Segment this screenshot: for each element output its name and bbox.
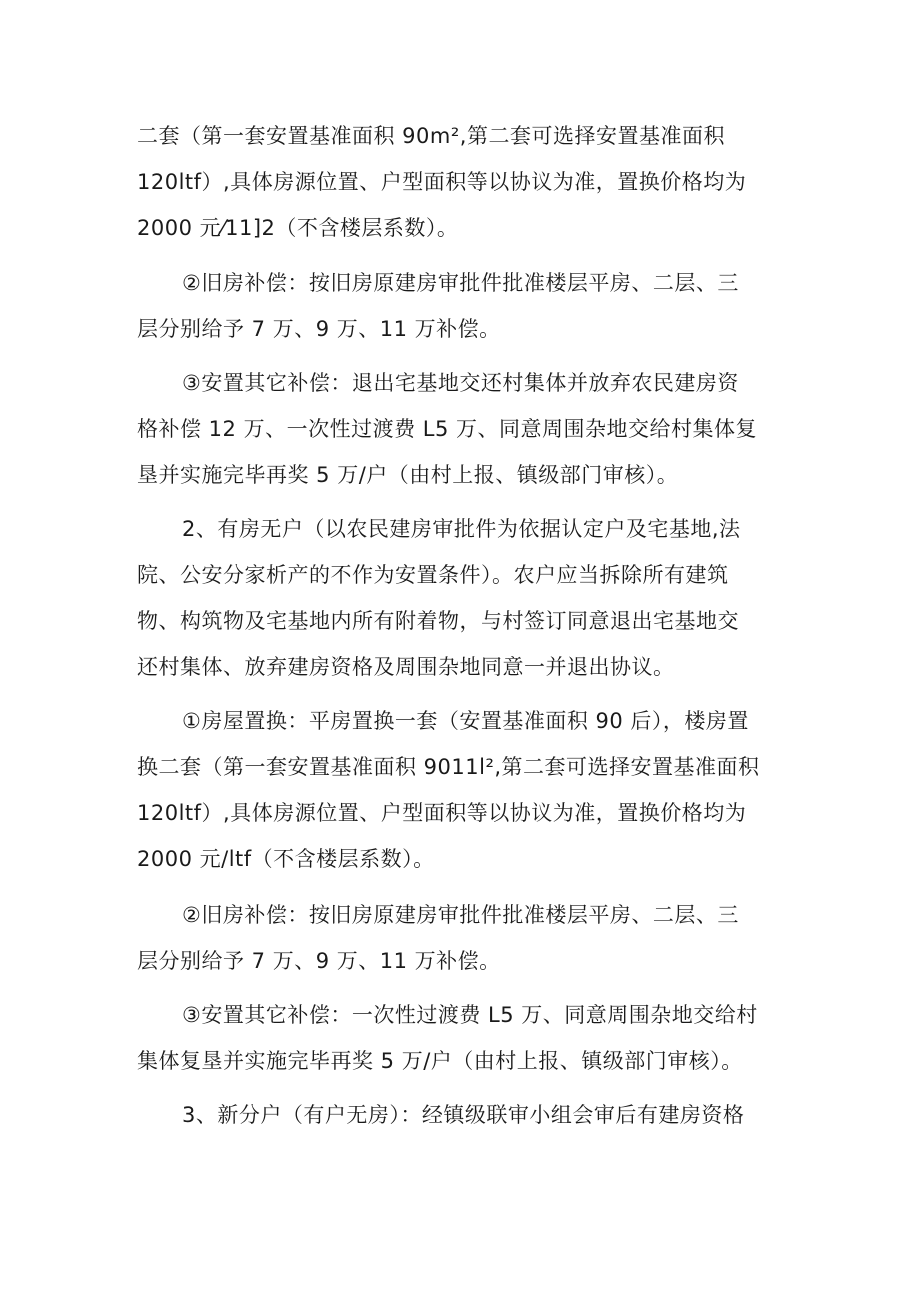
text-line-17: ②旧房补偿：按旧房原建房审批件批准楼层平房、二层、三 bbox=[182, 903, 739, 927]
text-line-13: ①房屋置换：平房置换一套（安置基准面积 90 后），楼房置 bbox=[182, 709, 749, 733]
text-line-14: 换二套（第一套安置基准面积 9011l²,第二套可选择安置基准面积 bbox=[137, 755, 760, 779]
text-line-20: 集体复垦并实施完毕再奖 5 万/户（由村上报、镇级部门审核）。 bbox=[137, 1049, 743, 1073]
text-line-15: 120ltf）,具体房源位置、户型面积等以协议为准，置换价格均为 bbox=[137, 801, 747, 825]
text-line-19: ③安置其它补偿：一次性过渡费 L5 万、同意周围杂地交给村 bbox=[182, 1003, 758, 1027]
text-line-8: 垦并实施完毕再奖 5 万/户（由村上报、镇级部门审核）。 bbox=[137, 463, 679, 487]
text-line-2: 120ltf）,具体房源位置、户型面积等以协议为准，置换价格均为 bbox=[137, 170, 747, 194]
text-line-7: 格补偿 12 万、一次性过渡费 L5 万、同意周围杂地交给村集体复 bbox=[137, 417, 757, 441]
text-line-6: ③安置其它补偿：退出宅基地交还村集体并放弃农民建房资 bbox=[182, 371, 739, 395]
text-line-5: 层分别给予 7 万、9 万、11 万补偿。 bbox=[137, 317, 501, 341]
text-line-21: 3、新分户（有户无房）：经镇级联审小组会审后有建房资格 bbox=[182, 1103, 745, 1127]
text-line-16: 2000 元/ltf（不含楼层系数）。 bbox=[137, 847, 435, 871]
text-line-18: 层分别给予 7 万、9 万、11 万补偿。 bbox=[137, 949, 501, 973]
text-line-1: 二套（第一套安置基准面积 90m²,第二套可选择安置基准面积 bbox=[137, 124, 725, 148]
text-line-3: 2000 元⁄11]2（不含楼层系数）。 bbox=[137, 216, 459, 240]
text-line-9: 2、有房无户（以农民建房审批件为依据认定户及宅基地,法 bbox=[182, 517, 741, 541]
text-line-4: ②旧房补偿：按旧房原建房审批件批准楼层平房、二层、三 bbox=[182, 271, 739, 295]
text-line-12: 还村集体、放弃建房资格及周围杂地同意一并退出协议。 bbox=[137, 655, 675, 679]
text-line-11: 物、构筑物及宅基地内所有附着物，与村签订同意退出宅基地交 bbox=[137, 609, 739, 633]
text-line-10: 院、公安分家析产的不作为安置条件）。农户应当拆除所有建筑 bbox=[137, 563, 729, 587]
